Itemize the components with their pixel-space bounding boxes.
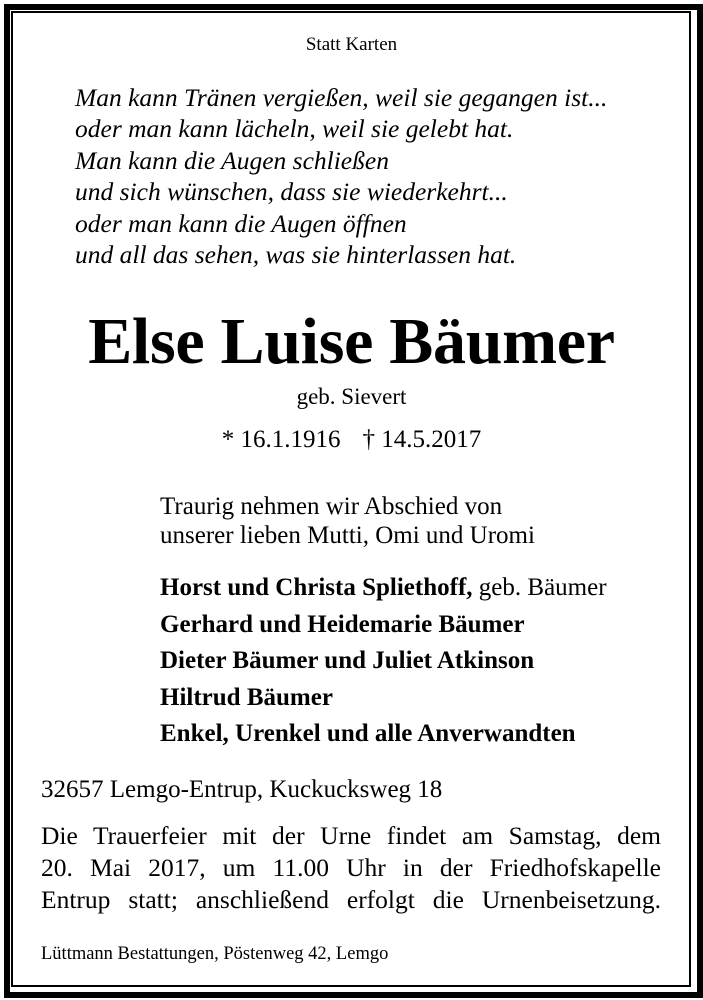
- birth-date: * 16.1.1916: [221, 426, 341, 453]
- address: 32657 Lemgo-Entrup, Kuckucksweg 18: [41, 776, 443, 803]
- mourner-line: Dieter Bäumer und Juliet Atkinson: [160, 647, 535, 674]
- mourners-list: [160, 570, 607, 753]
- mourner-line: [160, 570, 607, 607]
- life-dates: [0, 426, 703, 454]
- poem-line: und sich wünschen, dass sie wiederkehrt...: [75, 177, 508, 207]
- undertaker-info: Lüttmann Bestattungen, Pöstenweg 42, Lemgo: [41, 944, 389, 964]
- mourner-line: Hiltrud Bäumer: [160, 683, 333, 711]
- mourner-line: Gerhard und Heidemarie Bäumer: [160, 610, 525, 638]
- funeral-line: Entrup statt; anschließend erfolgt die Urnenbeisetzung.: [41, 885, 661, 914]
- farewell-text: [160, 492, 535, 550]
- farewell-line: Traurig nehmen wir Abschied von: [160, 493, 503, 520]
- poem-line: oder man kann lächeln, weil sie gelebt hat.: [75, 114, 514, 144]
- poem: [75, 82, 607, 270]
- death-date: † 14.5.2017: [362, 426, 482, 453]
- farewell-line: unserer lieben Mutti, Omi und Uromi: [160, 522, 535, 549]
- deceased-name: Else Luise Bäumer: [88, 305, 615, 378]
- mourner-note: geb. Bäumer: [472, 574, 607, 601]
- mourner-name: Horst und Christa Spliethoff,: [160, 574, 473, 601]
- funeral-notice: [41, 820, 661, 916]
- poem-line: Man kann die Augen schließen: [75, 145, 389, 175]
- mourner-line: Enkel, Urenkel und alle Anverwandten: [160, 720, 576, 747]
- funeral-line: Die Trauerfeier mit der Urne findet am Samstag, dem: [41, 821, 661, 850]
- poem-line: und all das sehen, was sie hinterlassen hat.: [75, 240, 517, 270]
- maiden-name: geb. Sievert: [296, 384, 407, 409]
- funeral-line: 20. Mai 2017, um 11.00 Uhr in der Friedhofskapelle: [41, 853, 661, 882]
- poem-line: Man kann Tränen vergießen, weil sie gegangen ist...: [75, 83, 608, 112]
- statt-karten-label: Statt Karten: [305, 34, 398, 55]
- poem-line: oder man kann die Augen öffnen: [75, 208, 407, 238]
